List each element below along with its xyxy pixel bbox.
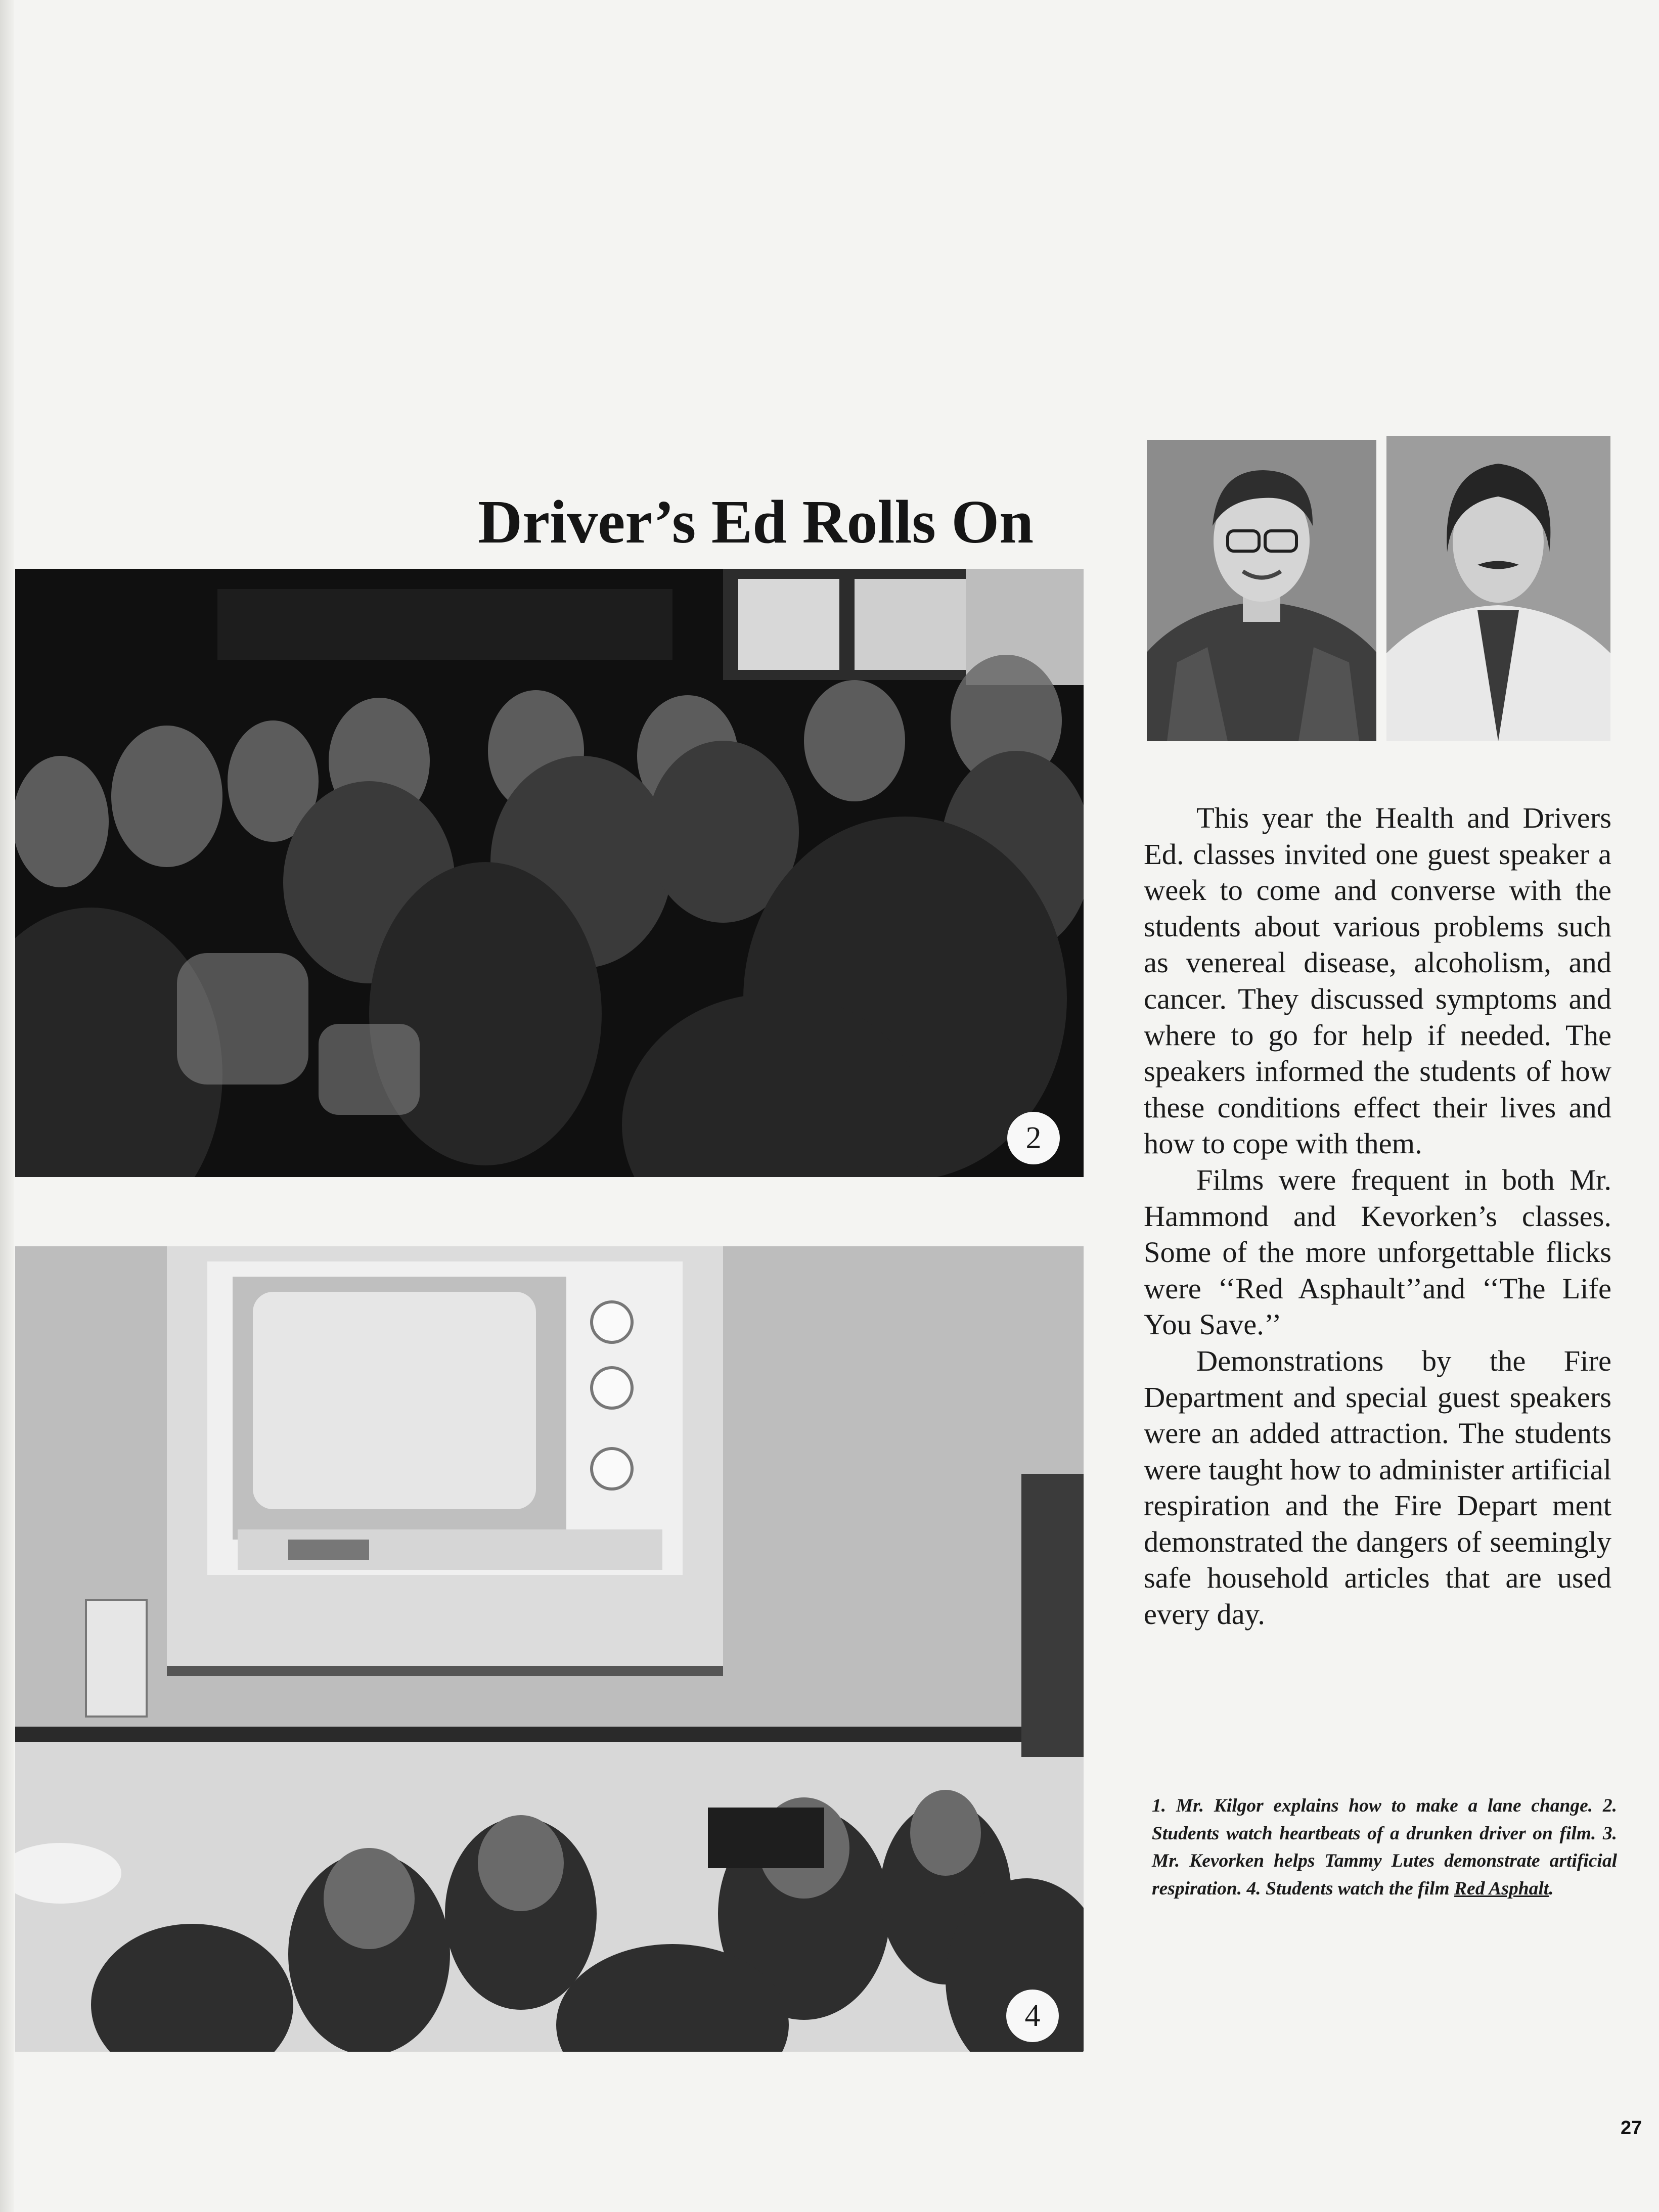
portrait-teacher-left (1147, 440, 1376, 741)
page-binding-edge (0, 0, 14, 2212)
caption-text: 1. Mr. Kilgor explains how to make a lane change. 2. Students watch heartbeats of a drunken driver on film. 3. Mr. Kevorken helps Tammy Lutes demonstrate artificial respiration. 4. Students watch the film (1152, 1795, 1617, 1899)
article-paragraph: This year the Health and Drivers Ed. classes invited one guest speaker a week to come and converse with the students about various problems such as venereal disease, alcoholism, and cancer. They discussed symptoms and where to go for help if needed. The speakers informed the students of how these conditions effect their lives and how to cope with them. (1144, 801, 1611, 1160)
photo-number-badge: 4 (1006, 1990, 1059, 2042)
caption-end: . (1549, 1878, 1554, 1899)
portrait-right-illustration (1386, 436, 1610, 741)
portrait-left-illustration (1147, 440, 1376, 741)
photo-caption (1152, 1792, 1617, 1903)
classroom-photo-illustration (15, 569, 1084, 1177)
article-paragraph: Demonstrations by the Fire Department and special guest speakers were an added attraction. The students were taught how to administer artificial respiration and the Fire Depart ment demonstrated the dangers of seemingly safe household articles that are used every day. (1144, 1344, 1611, 1631)
photo-number-badge: 2 (1007, 1112, 1060, 1164)
page-number: 27 (1621, 2117, 1642, 2139)
article-body (1144, 800, 1611, 1633)
screening-photo-illustration (15, 1246, 1084, 2052)
caption-film-title: Red Asphalt (1454, 1878, 1549, 1899)
photo-film-screening (15, 1246, 1084, 2052)
photo-students-classroom (15, 569, 1084, 1177)
page-title: Driver’s Ed Rolls On (478, 487, 1034, 556)
article-paragraph: Films were frequent in both Mr. Hammond and Kevorken’s classes. Some of the more unforgettable flicks were ‘‘Red Asphault’’and ‘‘The Life You Save.’’ (1144, 1163, 1611, 1341)
portrait-teacher-right (1386, 436, 1610, 741)
